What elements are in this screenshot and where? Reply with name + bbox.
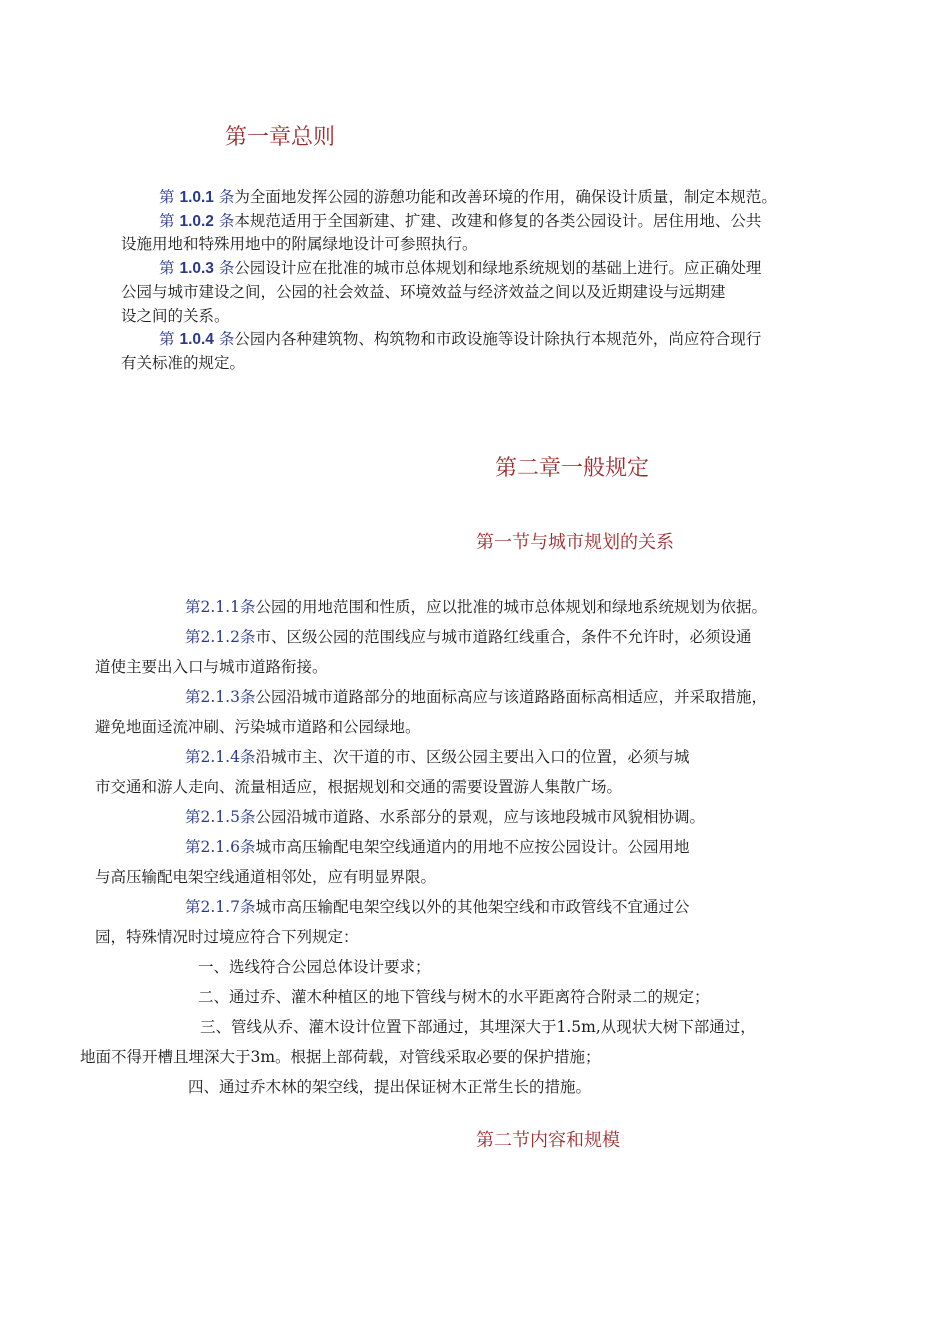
article-text: 城市高压输配电架空线以外的其他架空线和市政管线不宜通过公 [255,898,690,916]
list-item-text-continued: 地面不得开槽且埋深大于3m。根据上部荷载，对管线采取必要的保护措施； [80,1048,601,1066]
chapter1-title: 第一章总则 [225,125,336,150]
article-number: 第2.1.5条 [185,808,256,826]
article-number: 第2.1.6条 [185,838,256,856]
article-text: 公园的用地范围和性质，应以批准的城市总体规划和绿地系统规划为依据。 [255,598,767,616]
section2-title: 第二节内容和规模 [476,1130,620,1151]
chapter2-articles [80,592,830,1102]
article-number: 第 1.0.2 条 [159,211,235,230]
article-2-1-6 [95,832,830,892]
article-2-1-1 [140,592,830,622]
article-text-continued: 市交通和游人走向、流量相适应，根据规划和交通的需要设置游人集散广场。 [95,778,623,796]
article-text: 为全面地发挥公园的游憩功能和改善环境的作用，确保设计质量，制定本规范。 [234,188,777,206]
chapter1-articles [121,186,830,376]
chapter2-title: 第二章一般规定 [495,456,650,481]
article-1-0-1 [140,186,830,210]
article-number: 第 1.0.1 条 [159,188,235,206]
article-text: 城市高压输配电架空线通道内的用地不应按公园设计。公园用地 [255,838,690,856]
article-2-1-2 [95,622,830,682]
article-text-continued: 避免地面迳流冲刷、污染城市道路和公园绿地。 [95,718,421,736]
article-1-0-2 [121,210,830,257]
article-number: 第2.1.1条 [185,598,256,616]
article-text: 公园内各种建筑物、构筑物和市政设施等设计除执行本规范外，尚应符合现行 [234,330,762,349]
article-text-continued: 园，特殊情况时过境应符合下列规定： [95,928,359,946]
article-text: 公园沿城市道路部分的地面标高应与该道路路面标高相适应，并采取措施， [255,688,767,706]
article-text-continued: 公园与城市建设之间，公园的社会效益、环境效益与经济效益之间以及近期建设与远期建 [121,282,726,301]
article-text-continued: 设施用地和特殊用地中的附属绿地设计可参照执行。 [121,235,478,254]
section1-title: 第一节与城市规划的关系 [476,532,674,553]
article-2-1-4 [95,742,830,802]
article-1-0-3 [121,257,830,328]
article-number: 第 1.0.4 条 [159,330,235,349]
list-item-3 [80,1012,830,1072]
article-2-1-7 [95,892,830,952]
list-item-2: 二、通过乔、灌木种植区的地下管线与树木的水平距离符合附录二的规定； [198,988,710,1006]
article-number: 第 1.0.3 条 [159,259,235,278]
article-2-1-3 [95,682,830,742]
article-text: 公园沿城市道路、水系部分的景观，应与该地段城市风貌相协调。 [255,808,705,826]
article-text: 市、区级公园的范围线应与城市道路红线重合，条件不允许时，必须设通 [255,628,752,646]
article-text: 本规范适用于全国新建、扩建、改建和修复的各类公园设计。居住用地、公共 [234,211,762,230]
article-number: 第2.1.2条 [185,628,256,646]
article-text-continued: 有关标准的规定。 [121,353,246,372]
article-text: 沿城市主、次干道的市、区级公园主要出入口的位置，必须与城 [255,748,690,766]
article-number: 第2.1.3条 [185,688,256,706]
list-item-text: 三、管线从乔、灌木设计位置下部通过，其埋深大于1.5m,从现状大树下部通过， [200,1018,756,1036]
article-text-continued: 道使主要出入口与城市道路衔接。 [95,658,328,676]
article-1-0-4 [121,328,830,375]
list-item-4: 四、通过乔木林的架空线，提出保证树木正常生长的措施。 [188,1078,592,1096]
list-item-1: 一、选线符合公园总体设计要求； [198,958,431,976]
article-number: 第2.1.4条 [185,748,256,766]
article-number: 第2.1.7条 [185,898,256,916]
article-text-continued: 设之间的关系。 [121,306,230,325]
article-text: 公园设计应在批准的城市总体规划和绿地系统规划的基础上进行。应正确处理 [234,259,762,278]
article-text-continued: 与高压输配电架空线通道相邻处，应有明显界限。 [95,868,437,886]
article-2-1-5 [140,802,830,832]
